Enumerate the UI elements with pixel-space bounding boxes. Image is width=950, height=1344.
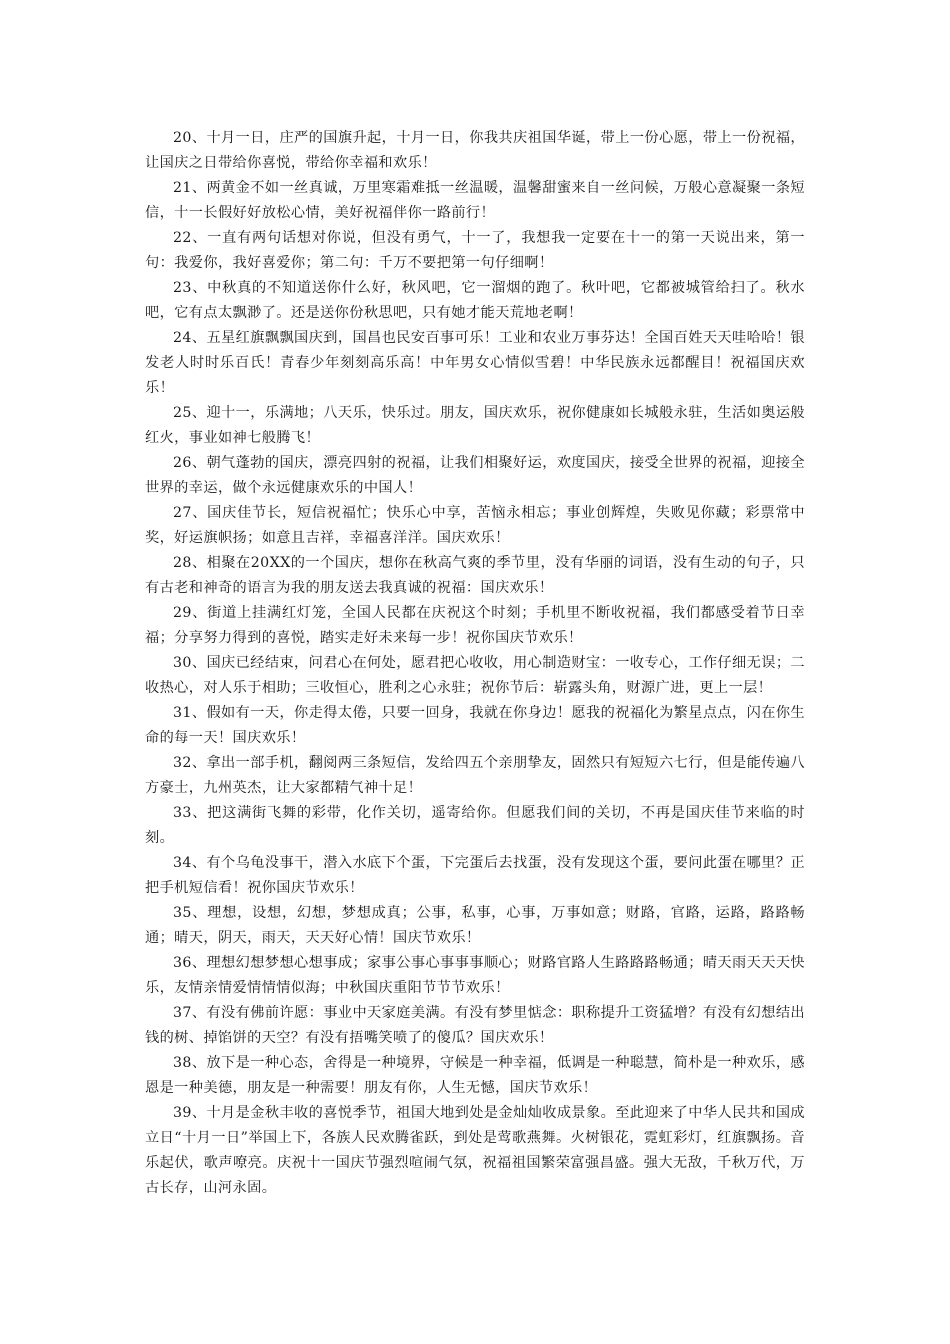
document-body (145, 126, 805, 1201)
paragraph-37: 37、有没有佛前许愿：事业中天家庭美满。有没有梦里惦念：职称提升工资猛增？有没有幻想结出钱的树、掉馅饼的天空？有没有捂嘴笑喷了的傻瓜？国庆欢乐！ (145, 1005, 805, 1046)
paragraph-29: 29、街道上挂满红灯笼，全国人民都在庆祝这个时刻；手机里不断收祝福，我们都感受着节日幸福；分享努力得到的喜悦，踏实走好未来每一步！祝你国庆节欢乐！ (145, 605, 805, 646)
paragraph-32: 32、拿出一部手机，翻阅两三条短信，发给四五个亲朋挚友，固然只有短短六七行，但是能传遍八方豪士，九州英杰，让大家都精气神十足！ (145, 755, 805, 796)
paragraph-36: 36、理想幻想梦想心想事成；家事公事心事事事顺心；财路官路人生路路路畅通；晴天雨天天天快乐，友情亲情爱情情情似海；中秋国庆重阳节节节欢乐！ (145, 955, 805, 996)
paragraph-35: 35、理想，设想，幻想，梦想成真；公事，私事，心事，万事如意；财路，官路，运路，路路畅通；晴天，阴天，雨天，天天好心情！国庆节欢乐！ (145, 905, 805, 946)
paragraph-20: 20、十月一日，庄严的国旗升起，十月一日，你我共庆祖国华诞，带上一份心愿，带上一份祝福，让国庆之日带给你喜悦，带给你幸福和欢乐！ (145, 130, 805, 171)
paragraph-28: 28、相聚在20XX的一个国庆，想你在秋高气爽的季节里，没有华丽的词语，没有生动的句子，只有古老和神奇的语言为我的朋友送去我真诚的祝福：国庆欢乐！ (145, 555, 805, 596)
paragraph-33: 33、把这满街飞舞的彩带，化作关切，遥寄给你。但愿我们间的关切，不再是国庆佳节来临的时刻。 (145, 805, 805, 846)
paragraph-39: 39、十月是金秋丰收的喜悦季节，祖国大地到处是金灿灿收成景象。至此迎来了中华人民共和国成立日“十月一日”举国上下，各族人民欢腾雀跃，到处是莺歌燕舞。火树银花，霓虹彩灯，红旗飘扬。音乐起伏，歌声嘹亮。庆祝十一国庆节强烈喧闹气氛，祝福祖国繁荣富强昌盛。强大无敌，千秋万代，万古长存，山河永固。 (145, 1105, 805, 1196)
paragraph-34: 34、有个乌龟没事干，潜入水底下个蛋，下完蛋后去找蛋，没有发现这个蛋，要问此蛋在哪里？正把手机短信看！祝你国庆节欢乐！ (145, 855, 805, 896)
paragraph-25: 25、迎十一，乐满地；八天乐，快乐过。朋友，国庆欢乐，祝你健康如长城般永驻，生活如奥运般红火，事业如神七般腾飞！ (145, 405, 805, 446)
paragraph-21: 21、两黄金不如一丝真诚，万里寒霜难抵一丝温暖，温馨甜蜜来自一丝问候，万般心意凝聚一条短信，十一长假好好放松心情，美好祝福伴你一路前行！ (145, 180, 805, 221)
paragraph-26: 26、朝气蓬勃的国庆，漂亮四射的祝福，让我们相聚好运，欢度国庆，接受全世界的祝福，迎接全世界的幸运，做个永远健康欢乐的中国人！ (145, 455, 805, 496)
paragraph-24: 24、五星红旗飘飘国庆到，国昌也民安百事可乐！工业和农业万事芬达！全国百姓天天哇哈哈！银发老人时时乐百氏！青春少年刻刻高乐高！中年男女心情似雪碧！中华民族永远都醒目！祝福国庆欢乐！ (145, 330, 805, 396)
paragraph-38: 38、放下是一种心态，舍得是一种境界，守候是一种幸福，低调是一种聪慧，简朴是一种欢乐，感恩是一种美德，朋友是一种需要！朋友有你，人生无憾，国庆节欢乐！ (145, 1055, 805, 1096)
paragraph-27: 27、国庆佳节长，短信祝福忙；快乐心中享，苦恼永相忘；事业创辉煌，失败见你藏；彩票常中奖，好运旗帜扬；如意且吉祥，幸福喜洋洋。国庆欢乐！ (145, 505, 805, 546)
paragraph-23: 23、中秋真的不知道送你什么好，秋风吧，它一溜烟的跑了。秋叶吧，它都被城管给扫了。秋水吧，它有点太飘渺了。还是送你份秋思吧，只有她才能天荒地老啊！ (145, 280, 805, 321)
paragraph-31: 31、假如有一天，你走得太倦，只要一回身，我就在你身边！愿我的祝福化为繁星点点，闪在你生命的每一天！国庆欢乐！ (145, 705, 805, 746)
paragraph-22: 22、一直有两句话想对你说，但没有勇气，十一了，我想我一定要在十一的第一天说出来，第一句：我爱你，我好喜爱你；第二句：千万不要把第一句仔细啊！ (145, 230, 805, 271)
paragraph-30: 30、国庆已经结束，问君心在何处，愿君把心收收，用心制造财宝：一收专心，工作仔细无误；二收热心，对人乐于相助；三收恒心，胜利之心永驻；祝你节后：崭露头角，财源广进，更上一层！ (145, 655, 805, 696)
